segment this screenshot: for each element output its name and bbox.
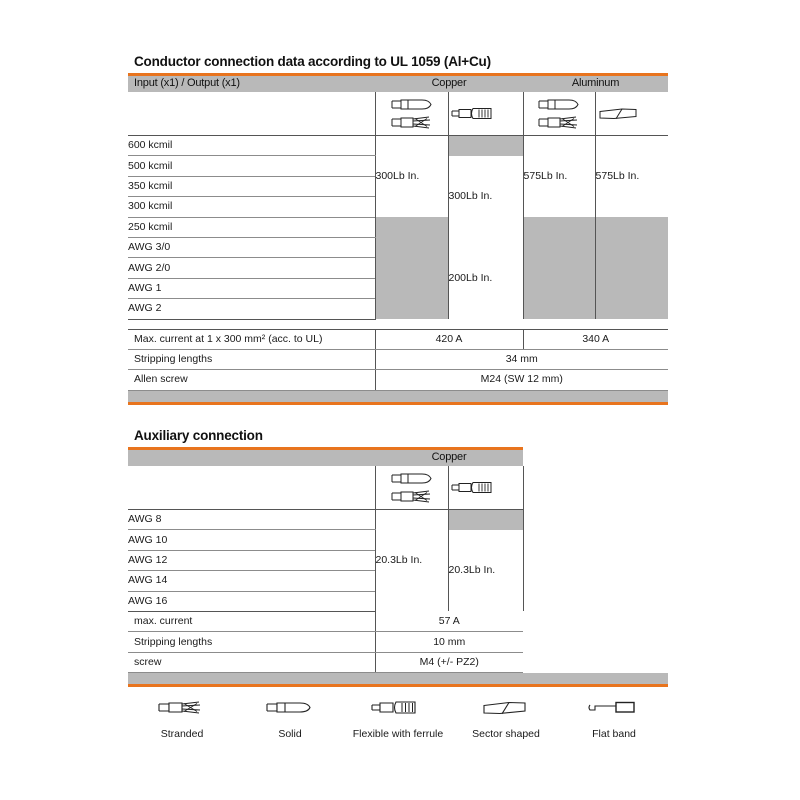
- page-title: Conductor connection data according to UL 1059 (Al+Cu): [134, 54, 491, 69]
- table-row: [128, 217, 668, 237]
- aux-footer-spacer: [523, 611, 668, 631]
- row-label: AWG 14: [128, 571, 375, 591]
- table-icon-row: [128, 92, 668, 136]
- auxiliary-title: Auxiliary connection: [134, 428, 263, 443]
- aux-icon-cell-empty: [128, 466, 375, 510]
- footer-value: M4 (+/- PZ2): [375, 652, 523, 672]
- flexible-with-ferrule-icon: [449, 106, 523, 121]
- footer-value-aluminum: 340 A: [523, 329, 668, 349]
- icon-cell-copper-solid-stranded: [375, 92, 448, 136]
- aux-icon-cell-ferrule: [448, 466, 523, 510]
- aux-footer-spacer: [523, 632, 668, 652]
- stranded-conductor-icon: [389, 489, 435, 504]
- icon-cell-aluminum-sector: [595, 92, 668, 136]
- legend-label: Stranded: [160, 728, 204, 740]
- aux-header-row: [128, 450, 668, 466]
- aux-header-spacer: [523, 450, 668, 466]
- footer-row-allen-screw: [128, 370, 668, 390]
- aux-bottom-gray-bar: [128, 673, 668, 684]
- aux-footer-spacer: [523, 652, 668, 672]
- aux-footer-row-max-current: [128, 611, 668, 631]
- aux-row-spacer: [523, 510, 668, 530]
- icon-cell-aluminum-solid-stranded: [523, 92, 595, 136]
- solid-conductor-icon: [389, 471, 435, 486]
- solid-conductor-icon: [264, 694, 316, 720]
- aux-row-spacer: [523, 591, 668, 611]
- flexible-with-ferrule-icon: [369, 694, 427, 720]
- row-label: 300 kcmil: [128, 197, 375, 217]
- aux-icon-spacer: [523, 466, 668, 510]
- footer-value: 57 A: [375, 611, 523, 631]
- orange-rule-bottom: [128, 402, 668, 405]
- row-label: AWG 2: [128, 299, 375, 319]
- cell-col1-torque: 300Lb In.: [375, 136, 448, 218]
- legend-item-flexible-with-ferrule: [344, 694, 452, 740]
- stranded-conductor-icon: [536, 115, 582, 130]
- cell-col4-torque: 575Lb In.: [595, 136, 668, 218]
- flat-band-icon: [586, 694, 642, 720]
- aux-cell-col2-blocked: [448, 510, 523, 530]
- legend-label: Sector shaped: [472, 728, 540, 740]
- aux-icon-row: [128, 466, 668, 510]
- row-label: 500 kcmil: [128, 156, 375, 176]
- cell-col2-torque-upper: 300Lb In.: [448, 156, 523, 238]
- aux-header-group-copper: Copper: [375, 450, 523, 466]
- stranded-conductor-icon: [389, 115, 435, 130]
- footer-label: max. current: [128, 611, 375, 631]
- legend-label: Flat band: [592, 728, 636, 740]
- table-row: [128, 510, 668, 530]
- aux-footer-row-stripping-lengths: [128, 632, 668, 652]
- table-row: [128, 136, 668, 156]
- bottom-gray-bar: [128, 391, 668, 402]
- footer-row-stripping-lengths: [128, 349, 668, 369]
- header-group-copper: Copper: [375, 76, 523, 92]
- row-label: 350 kcmil: [128, 176, 375, 196]
- aux-row-spacer: [523, 550, 668, 570]
- footer-label: screw: [128, 652, 375, 672]
- row-label: 600 kcmil: [128, 136, 375, 156]
- cell-col4-blocked: [595, 217, 668, 319]
- solid-conductor-icon: [389, 97, 435, 112]
- stranded-conductor-icon: [156, 694, 208, 720]
- conductor-connection-section: [128, 54, 668, 405]
- cell-col1-blocked: [375, 217, 448, 319]
- cell-col3-torque: 575Lb In.: [523, 136, 595, 218]
- legend-label: Solid: [278, 728, 302, 740]
- footer-value-copper: 420 A: [375, 329, 523, 349]
- sector-shaped-icon: [480, 694, 532, 720]
- solid-conductor-icon: [536, 97, 582, 112]
- table-gap: [128, 320, 668, 329]
- legend-label: Flexible with ferrule: [352, 728, 444, 740]
- aux-cell-col1-torque: 20.3Lb In.: [375, 510, 448, 612]
- row-label: AWG 8: [128, 510, 375, 530]
- footer-label: Max. current at 1 x 300 mm² (acc. to UL): [128, 329, 375, 349]
- icon-cell-copper-ferrule: [448, 92, 523, 136]
- footer-label: Stripping lengths: [128, 349, 375, 369]
- legend-item-sector-shaped: [452, 694, 560, 740]
- row-label: AWG 1: [128, 278, 375, 298]
- aux-row-spacer: [523, 571, 668, 591]
- aux-icon-cell-solid-stranded: [375, 466, 448, 510]
- aux-row-spacer: [523, 530, 668, 550]
- header-group-aluminum: Aluminum: [523, 76, 668, 92]
- legend-item-flat-band: [560, 694, 668, 740]
- aux-header-label-col: [128, 450, 375, 466]
- icon-cell-empty: [128, 92, 375, 136]
- cell-col2-blocked: [448, 136, 523, 156]
- flexible-with-ferrule-icon: [449, 480, 523, 495]
- cell-col2-torque-lower: 200Lb In.: [448, 237, 523, 319]
- row-label: AWG 10: [128, 530, 375, 550]
- footer-row-max-current: [128, 329, 668, 349]
- aux-footer-row-screw: [128, 652, 668, 672]
- legend-item-solid: [236, 694, 344, 740]
- row-label: AWG 3/0: [128, 237, 375, 257]
- footer-value: 10 mm: [375, 632, 523, 652]
- footer-value: 34 mm: [375, 349, 668, 369]
- header-label-col: Input (x1) / Output (x1): [128, 76, 375, 92]
- table-header-row: [128, 76, 668, 92]
- row-label: 250 kcmil: [128, 217, 375, 237]
- legend-item-stranded: [128, 694, 236, 740]
- row-label: AWG 16: [128, 591, 375, 611]
- auxiliary-connection-table: [128, 450, 668, 673]
- row-label: AWG 12: [128, 550, 375, 570]
- footer-value: M24 (SW 12 mm): [375, 370, 668, 390]
- conductor-footer-table: [128, 329, 668, 391]
- footer-label: Stripping lengths: [128, 632, 375, 652]
- aux-orange-rule-bottom: [128, 684, 668, 687]
- cell-col3-blocked: [523, 217, 595, 319]
- auxiliary-connection-section: [128, 428, 668, 687]
- sector-shaped-icon: [596, 106, 669, 121]
- footer-label: Allen screw: [128, 370, 375, 390]
- conductor-type-legend: [128, 694, 668, 740]
- row-label: AWG 2/0: [128, 258, 375, 278]
- conductor-connection-table: [128, 76, 668, 320]
- aux-cell-col2-torque: 20.3Lb In.: [448, 530, 523, 612]
